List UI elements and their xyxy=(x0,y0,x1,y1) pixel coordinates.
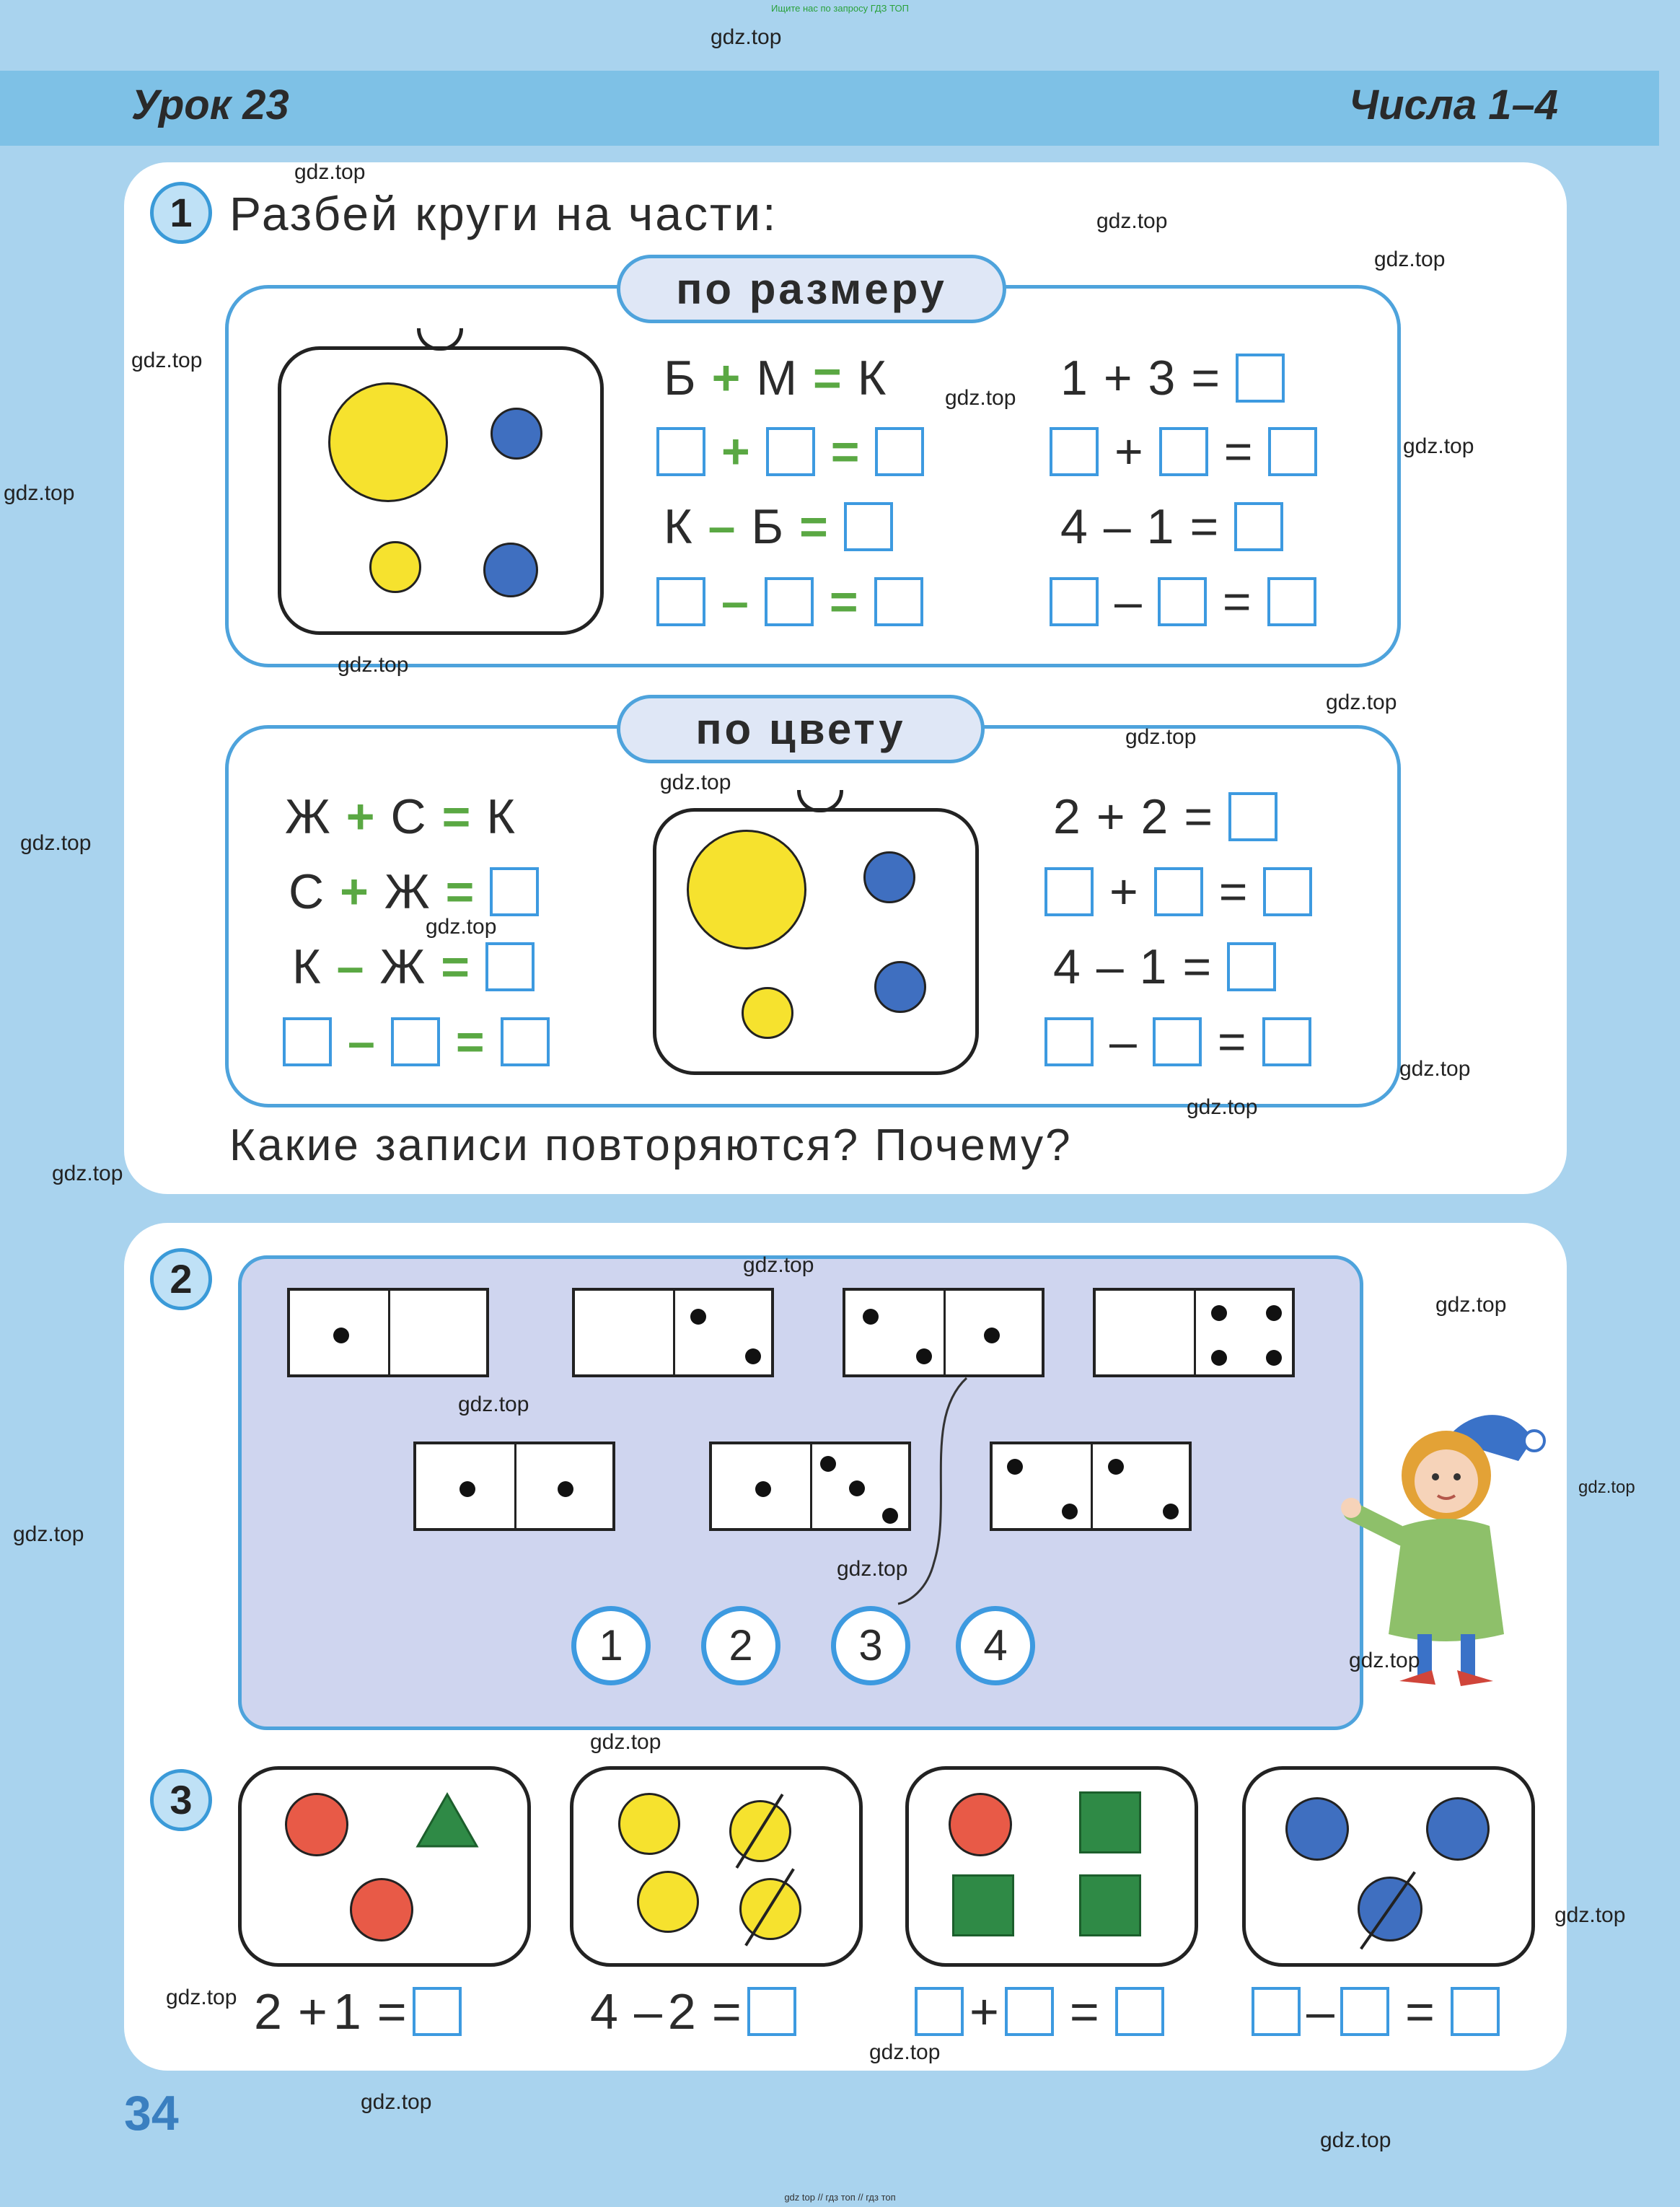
equation-row: 2 + 2 = xyxy=(1053,788,1277,846)
watermark: gdz.top xyxy=(743,1253,814,1277)
answer-box[interactable] xyxy=(283,1017,332,1066)
blue-circle xyxy=(1285,1797,1349,1861)
watermark: gdz.top xyxy=(294,160,366,184)
red-circle xyxy=(285,1793,348,1856)
answer-box[interactable] xyxy=(1236,354,1285,403)
choice-ring-4[interactable]: 4 xyxy=(956,1606,1035,1685)
blue-circle xyxy=(1426,1797,1490,1861)
circles-bag-color xyxy=(653,808,979,1075)
green-square xyxy=(952,1874,1014,1936)
answer-box[interactable] xyxy=(1115,1987,1164,2036)
answer-box[interactable] xyxy=(1228,792,1277,841)
page-number: 34 xyxy=(124,2086,179,2141)
watermark: gdz.top xyxy=(945,386,1016,410)
red-circle xyxy=(949,1793,1012,1856)
watermark: gdz.top xyxy=(1554,1903,1626,1927)
green-triangle xyxy=(415,1791,480,1849)
answer-box[interactable] xyxy=(1234,502,1283,551)
answer-box[interactable] xyxy=(391,1017,440,1066)
shape-card-1 xyxy=(238,1766,531,1967)
equation-row: Ж + С = К xyxy=(285,789,515,844)
answer-box[interactable] xyxy=(1340,1987,1389,2036)
green-square xyxy=(1079,1874,1141,1936)
domino xyxy=(990,1442,1192,1531)
watermark: gdz.top xyxy=(4,481,75,505)
domino xyxy=(413,1442,615,1531)
red-circle xyxy=(350,1878,413,1941)
small-yellow-circle xyxy=(742,987,793,1039)
domino xyxy=(1093,1288,1295,1377)
watermark: gdz.top xyxy=(361,2090,432,2114)
small-blue-circle xyxy=(491,408,542,460)
choice-ring-3[interactable]: 3 xyxy=(831,1606,910,1685)
watermark: gdz.top xyxy=(660,771,731,794)
task3-equation-3: + = xyxy=(915,1983,1164,2040)
answer-box[interactable] xyxy=(1267,577,1316,626)
lesson-title: Урок 23 xyxy=(131,82,289,128)
task3-equation-1: 2 + 1 = xyxy=(254,1983,462,2040)
answer-box[interactable] xyxy=(413,1987,462,2036)
task1-number: 1 xyxy=(150,182,212,244)
domino xyxy=(572,1288,774,1377)
answer-box[interactable] xyxy=(1044,1017,1094,1066)
circles-bag-size xyxy=(278,346,604,635)
answer-box[interactable] xyxy=(844,502,893,551)
answer-box[interactable] xyxy=(766,427,815,476)
answer-box[interactable] xyxy=(875,427,924,476)
task1-question: Какие записи повторяются? Почему? xyxy=(229,1120,1073,1170)
watermark: gdz.top xyxy=(426,915,497,939)
watermark: gdz.top xyxy=(1399,1057,1471,1081)
watermark: gdz.top xyxy=(131,348,203,372)
watermark: gdz.top xyxy=(1374,247,1446,271)
domino xyxy=(709,1442,911,1531)
watermark: gdz.top xyxy=(20,831,92,855)
answer-box[interactable] xyxy=(747,1987,796,2036)
answer-box[interactable] xyxy=(1050,427,1099,476)
answer-box[interactable] xyxy=(765,577,814,626)
equation-row: – = xyxy=(283,1013,550,1071)
watermark: gdz.top xyxy=(1320,2128,1391,2152)
shape-card-3 xyxy=(905,1766,1198,1967)
answer-box[interactable] xyxy=(874,577,923,626)
watermark: gdz.top xyxy=(1125,725,1197,749)
equation-row: К – Б = xyxy=(664,498,893,556)
watermark: gdz.top xyxy=(458,1392,529,1416)
domino xyxy=(843,1288,1044,1377)
small-blue-circle xyxy=(483,543,538,597)
equation-row: К – Ж = xyxy=(292,938,535,996)
big-yellow-circle xyxy=(687,830,806,949)
watermark: gdz.top xyxy=(13,1522,84,1546)
choice-ring-2[interactable]: 2 xyxy=(701,1606,780,1685)
domino xyxy=(287,1288,489,1377)
task3-equation-4: – = xyxy=(1252,1983,1500,2040)
watermark: gdz.top xyxy=(590,1730,661,1754)
answer-box[interactable] xyxy=(1005,1987,1054,2036)
watermark: gdz.top xyxy=(869,2040,941,2064)
by-color-label: по цвету xyxy=(617,695,985,763)
answer-box[interactable] xyxy=(1159,427,1208,476)
watermark: gdz.top xyxy=(52,1162,123,1185)
watermark: gdz.top xyxy=(1435,1293,1507,1317)
answer-box[interactable] xyxy=(501,1017,550,1066)
task3-equation-2: 4 – 2 = xyxy=(590,1983,796,2040)
watermark: gdz.top xyxy=(1578,1478,1635,1497)
watermark: gdz.top xyxy=(338,653,409,677)
big-yellow-circle xyxy=(328,382,448,502)
equation-row: 1 + 3 = xyxy=(1060,349,1285,407)
answer-box[interactable] xyxy=(1263,867,1312,916)
watermark: gdz.top xyxy=(1403,434,1474,458)
equation-row: + = xyxy=(656,423,924,481)
watermark: gdz.top xyxy=(1349,1649,1420,1672)
by-size-label: по размеру xyxy=(617,255,1006,323)
shape-card-2 xyxy=(570,1766,863,1967)
watermark: gdz.top xyxy=(166,1986,237,2009)
answer-box[interactable] xyxy=(1268,427,1317,476)
yellow-circle xyxy=(618,1793,680,1855)
watermark: gdz.top xyxy=(837,1557,908,1581)
task1-title: Разбей круги на части: xyxy=(229,187,778,240)
choice-ring-1[interactable]: 1 xyxy=(571,1606,651,1685)
small-blue-circle xyxy=(874,961,926,1013)
green-square xyxy=(1079,1791,1141,1853)
answer-box[interactable] xyxy=(1050,577,1099,626)
answer-box[interactable] xyxy=(656,427,705,476)
answer-box[interactable] xyxy=(1154,867,1203,916)
answer-box[interactable] xyxy=(1227,942,1276,991)
equation-row: – = xyxy=(1044,1013,1311,1071)
answer-box[interactable] xyxy=(1252,1987,1301,2036)
answer-box[interactable] xyxy=(485,942,535,991)
answer-box[interactable] xyxy=(490,867,539,916)
task2-number: 2 xyxy=(150,1248,212,1310)
equation-row: Б + М = К xyxy=(664,351,887,405)
equation-row: 4 – 1 = xyxy=(1053,938,1276,996)
equation-row: + = xyxy=(1044,863,1312,921)
watermark: gdz.top xyxy=(1326,690,1397,714)
answer-box[interactable] xyxy=(1153,1017,1202,1066)
equation-row: + = xyxy=(1050,423,1317,481)
equation-row: – = xyxy=(656,573,923,631)
watermark: gdz.top xyxy=(1187,1095,1258,1119)
watermark: gdz.top xyxy=(711,25,782,49)
task3-number: 3 xyxy=(150,1769,212,1831)
site-note-top: Ищите нас по запросу ГДЗ ТОП xyxy=(771,3,909,14)
answer-box[interactable] xyxy=(1451,1987,1500,2036)
small-blue-circle xyxy=(863,851,915,903)
equation-row: С + Ж = xyxy=(289,863,539,921)
equation-row: 4 – 1 = xyxy=(1060,498,1283,556)
answer-box[interactable] xyxy=(1044,867,1094,916)
site-note-bottom: gdz top // гдз топ // гдз топ xyxy=(784,2192,896,2203)
answer-box[interactable] xyxy=(656,577,705,626)
yellow-circle xyxy=(637,1871,699,1933)
answer-box[interactable] xyxy=(1158,577,1207,626)
answer-box[interactable] xyxy=(1262,1017,1311,1066)
small-yellow-circle xyxy=(369,541,421,593)
shape-card-4 xyxy=(1242,1766,1535,1967)
answer-box[interactable] xyxy=(915,1987,964,2036)
yellow-circle xyxy=(739,1878,801,1940)
watermark: gdz.top xyxy=(1096,209,1168,233)
equation-row: – = xyxy=(1050,573,1316,631)
topic-title: Числа 1–4 xyxy=(1349,82,1558,128)
